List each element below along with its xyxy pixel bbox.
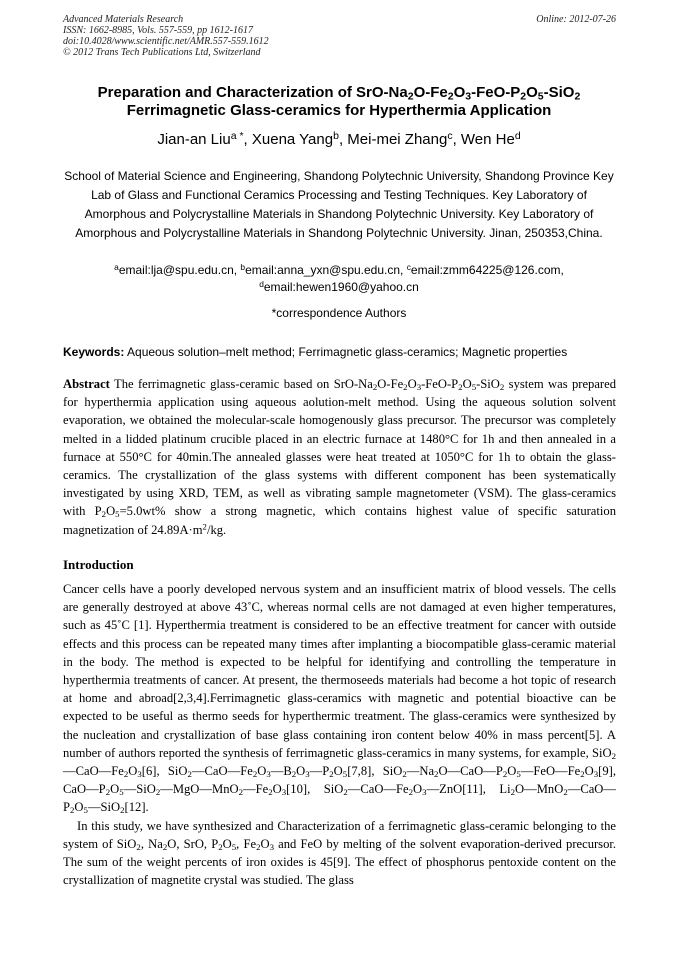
affiliation: School of Material Science and Engineering, Shandong Polytechnic University, Shandong Province Key Lab of Glass and Functional Ceramics Processing and Testing Techniques. Key Laboratory of Amorphous and Polycrystalline Materials in Shandong Polytechnic University. Key Laboratory of Amorphous and Polycrystalline Materials in Shandong Polytechnic University. Jinan, 250353,China. — [64, 169, 614, 240]
author-name: Wen He — [460, 131, 515, 148]
author-mark: d — [514, 129, 521, 142]
keywords-label: Keywords: — [63, 345, 125, 359]
email-b[interactable]: email:anna_yxn@spu.edu.cn, — [245, 263, 404, 277]
author-mark: c — [447, 129, 453, 142]
online-date: Online: 2012-07-26 — [536, 14, 616, 25]
author-mark: b — [333, 129, 339, 142]
keywords — [63, 345, 616, 359]
introduction-body — [63, 580, 616, 889]
issn-line: ISSN: 1662-8985, Vols. 557-559, pp 1612-1617 — [63, 25, 253, 36]
author-name: Jian-an Liu — [157, 131, 231, 148]
abstract: Abstract The ferrimagnetic glass-ceramic based on SrO-$Na_2O-Fe_2O_3-FeO-P_2O_5-SiO_2$ system was prepared for hyperthermia application using aqueous aolution-melt method. Using the aqueous solution solvent evaporation, we obtained the molecular-scale homogenously glass precursor. The precursor was completely melted in a lidded platinum crucible placed in an electric furnace at 1480°C for 1h and then annealed in a furnace at 550°C for 40min.The annealed glasses were heat treated at 1050°C for 1h to obtain the glass-ceramics. The crystallization of the glass systems with different component has been systematically investigated by using XRD, TEM, as well as vibrating sample magnetometer (VSM). The glass-ceramics with $P_2O_5=5.0wt\%$ show a strong magnetic, which contains highest value of specific saturation magnetization of $24.89A\cdot m^2/kg$. — [63, 377, 616, 537]
paper-title: Preparation and Characterization of SrO-$Na_2O-Fe_2O_3-FeO-P_2O_5-SiO_2$ Ferrimagnetic Glass-ceramics for Hyperthermia Application — [60, 84, 618, 120]
title-line-2: Ferrimagnetic Glass-ceramics for Hyperthermia Application — [126, 102, 552, 119]
author-emails: $^a$email:lja@spu.edu.cn, $^b$email:anna_yxn@spu.edu.cn, $^c$email:zmm64225@126.com, $^d$email:hewen1960@yahoo.cn — [114, 261, 564, 294]
email-d[interactable]: email:hewen1960@yahoo.cn — [263, 280, 419, 294]
intro-paragraph-1: Cancer cells have a poorly developed nervous system and an insufficient matrix of blood vessels. The cells are generally destroyed at above 43˚C, whereas normal cells are not damaged at even higher temperatures, such as 45˚C [1]. Hyperthermia treatment is considered to be an effective treatment for cancer with outside effects and this process can be repeated many times after implanting a biocompatible glass-ceramic material in the body. The method is expected to be helpful for identifying and controlling the temperature in hyperthermia treatments of cancer. At present, the thermoseeds materials had become a hot topic of research at home and abroad[2,3,4].Ferrimagnetic glass-ceramics with magnetic and potential bioactive can be expected to be useful as thermo seeds for hyperthermic treatment. The glass-ceramics were synthesized by the nucleation and crystallization of base glass containing iron content below 40% in mass percent[5]. A number of authors reported the synthesis of ferrimagnetic glass-ceramics in many systems, for example, $SiO_2—CaO—Fe_2O_3[6]$, $SiO_2—CaO—Fe_2O_3—B_2O_3—P_2O_5[7,8]$, $SiO_2—Na_2O—CaO—P_2O_5—FeO—Fe_2O_3[9]$, $CaO—P_2O_5—SiO_2—MgO—MnO_2—Fe_2O_3[10]$, $SiO_2—CaO—Fe_2O_3—ZnO[11]$, $Li_2O—MnO_2—CaO—P_2O_5—SiO_2[12]$. — [63, 582, 617, 816]
email-c[interactable]: email:zmm64225@126.com, — [410, 263, 564, 277]
author-name: Mei-mei Zhang — [347, 131, 448, 148]
author-name: Xuena Yang — [251, 131, 334, 148]
intro-paragraph-2: In this study, we have synthesized and Characterization of a ferrimagnetic glass-ceramic belonging to the system of SiO$_2$, $Na_2O$, SrO, $P_2O_5$, $Fe_2O_3$ and FeO by melting of the solvent evaporation-derived precursor. The sum of the weight percents of iron oxides is 45[9]. The effect of phosphorus pentoxide content on the crystallization of magnetite crystal was studied. The glass — [63, 818, 617, 888]
email-a[interactable]: email:lja@spu.edu.cn, — [118, 263, 238, 277]
journal-name: Advanced Materials Research — [63, 14, 184, 25]
journal-header — [63, 14, 616, 58]
keywords-text: Aqueous solution–melt method; Ferrimagnetic glass-ceramics; Magnetic properties — [127, 345, 568, 359]
author-list: Jian-an Liu$^{a *}$, Xuena Yang$^b$, Mei-mei Zhang$^c$, Wen He$^d$ — [157, 129, 521, 148]
abstract-label: Abstract — [63, 377, 110, 391]
section-heading-introduction: Introduction — [63, 557, 134, 572]
copyright-line: © 2012 Trans Tech Publications Ltd, Switzerland — [63, 47, 261, 58]
doi-line: doi:10.4028/www.scientific.net/AMR.557-559.1612 — [63, 36, 269, 47]
correspondence-note: *correspondence Authors — [271, 306, 407, 320]
author-mark: a * — [230, 129, 244, 142]
